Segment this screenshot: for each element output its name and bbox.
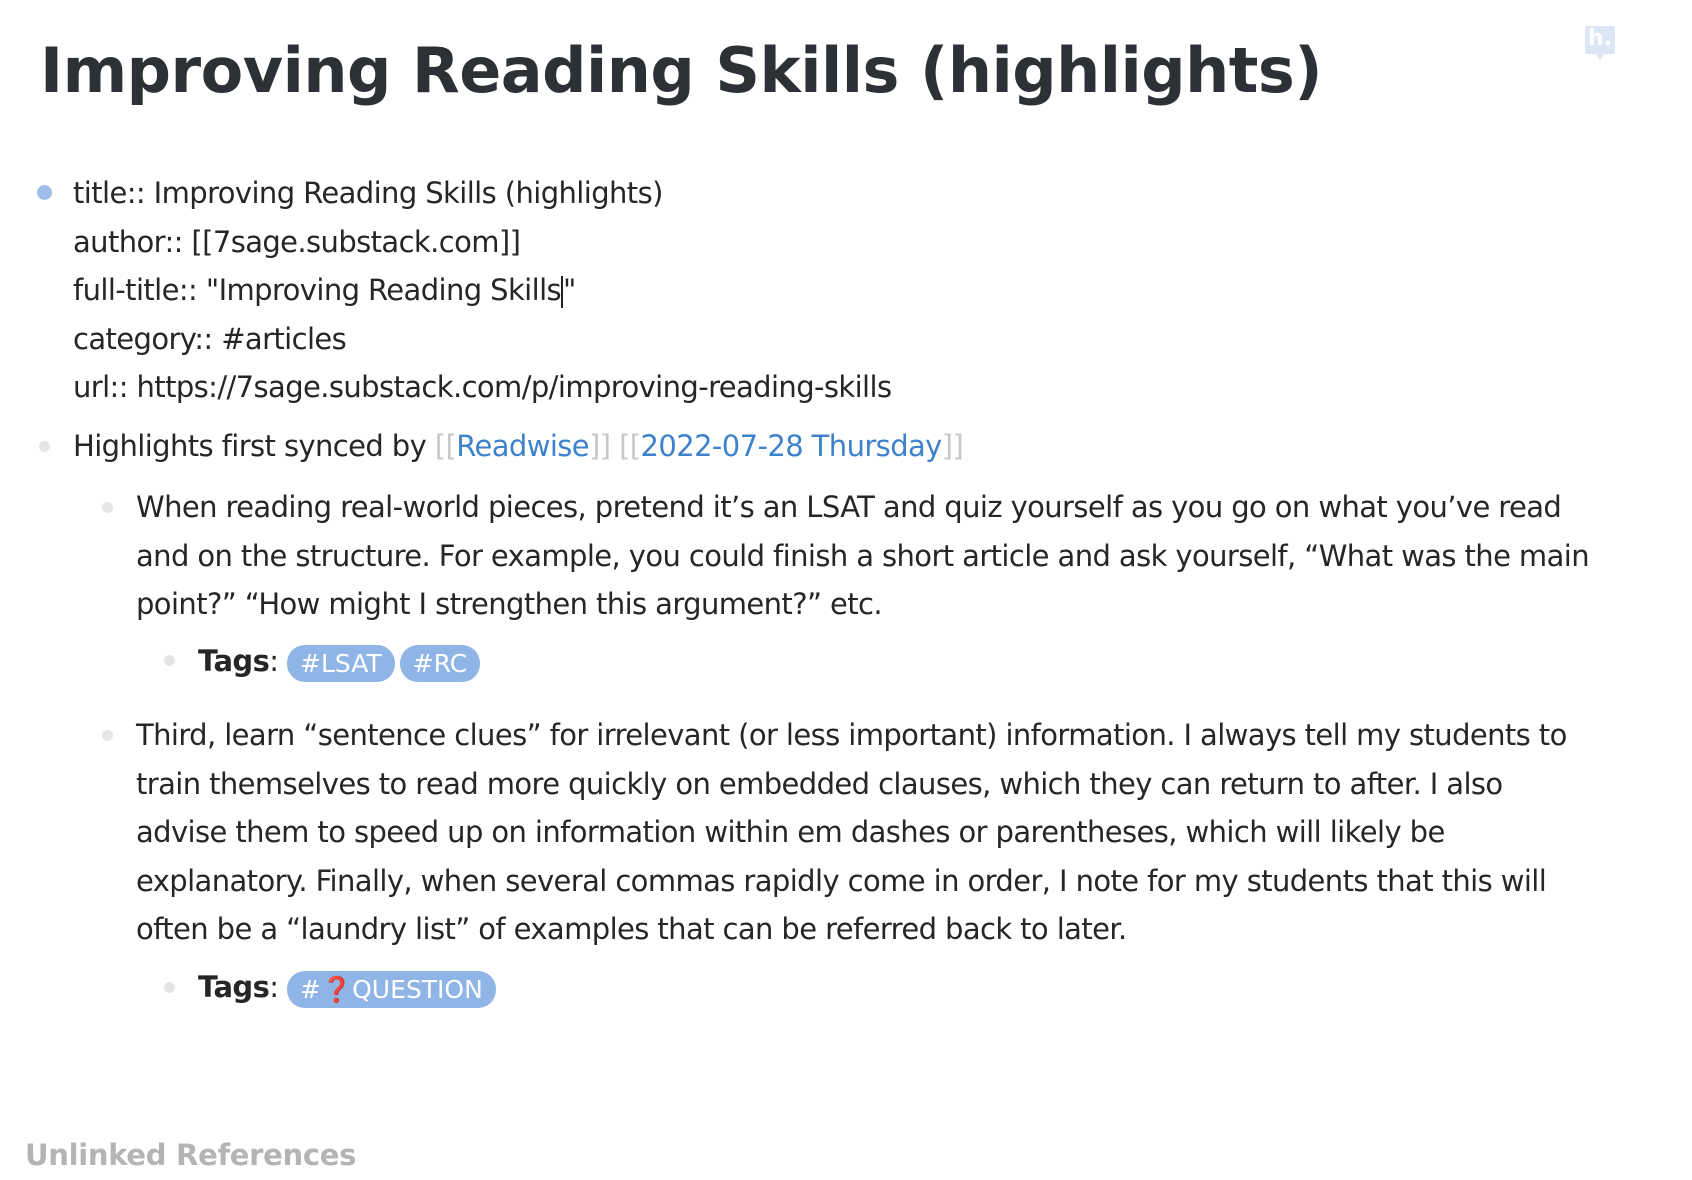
highlight-block[interactable] [136, 711, 1567, 954]
full-title-text: full-title:: "Improving Reading Skills [73, 273, 562, 308]
property-category[interactable]: category:: #articles [73, 321, 347, 356]
tags-block[interactable] [198, 963, 501, 1012]
tags-label: Tags [198, 644, 270, 678]
highlight-line: and on the structure. For example, you could finish a short article and ask yourself, “What was the main [136, 538, 1589, 573]
property-url[interactable]: url:: https://7sage.substack.com/p/improving-reading-skills [73, 370, 892, 405]
tags-block[interactable] [198, 637, 485, 686]
block-bullet[interactable] [39, 441, 50, 452]
highlight-line: advise them to speed up on information within em dashes or parentheses, which will likely be [136, 815, 1445, 850]
tag-question[interactable] [287, 971, 496, 1008]
readwise-link[interactable]: Readwise [456, 429, 590, 463]
highlight-line: explanatory. Finally, when several commas rapidly come in order, I note for my students that this will [136, 863, 1547, 898]
block-bullet[interactable] [102, 502, 113, 513]
tag-lsat[interactable]: #LSAT [287, 645, 395, 682]
highlight-block[interactable] [136, 483, 1589, 629]
full-title-quote: " [563, 273, 576, 308]
tags-colon: : [269, 970, 279, 1004]
tags-colon: : [269, 644, 279, 678]
tag-rc[interactable]: #RC [400, 645, 481, 682]
block-bullet[interactable] [164, 655, 175, 666]
highlight-line: often be a “laundry list” of examples that can be referred back to later. [136, 912, 1127, 947]
property-full-title[interactable] [73, 266, 891, 315]
page-title[interactable]: Improving Reading Skills (highlights) [40, 34, 1323, 107]
synced-text: Highlights first synced by [73, 429, 435, 463]
highlight-line: point?” “How might I strengthen this argument?” etc. [136, 587, 883, 622]
block-bullet[interactable] [102, 730, 113, 741]
unlinked-references-toggle[interactable]: Unlinked References [25, 1138, 357, 1172]
block-bullet[interactable] [37, 185, 52, 200]
question-mark-icon: ❓ [320, 974, 353, 1004]
properties-block[interactable] [73, 169, 891, 412]
hypothesis-logo-icon[interactable]: h. [1585, 26, 1615, 54]
bracket: ]] [941, 429, 964, 463]
property-author[interactable]: author:: [[7sage.substack.com]] [73, 224, 521, 259]
highlight-line: When reading real-world pieces, pretend it’s an LSAT and quiz yourself as you go on what you’ve read [136, 490, 1562, 524]
highlight-line: Third, learn “sentence clues” for irrelevant (or less important) information. I always tell my students to [136, 718, 1567, 752]
block-bullet[interactable] [164, 982, 175, 993]
property-title: title:: Improving Reading Skills (highlights) [73, 176, 663, 210]
date-link[interactable]: 2022-07-28 Thursday [640, 429, 942, 463]
highlight-line: train themselves to read more quickly on embedded clauses, which they can return to after. I also [136, 766, 1503, 801]
bracket: [[ [619, 429, 641, 463]
synced-block[interactable] [73, 422, 963, 471]
bracket: [[ [434, 429, 457, 463]
tag-text: QUESTION [352, 974, 483, 1004]
tag-hash: # [300, 974, 321, 1004]
tags-label: Tags [198, 970, 270, 1004]
bracket: ]] [589, 429, 611, 463]
